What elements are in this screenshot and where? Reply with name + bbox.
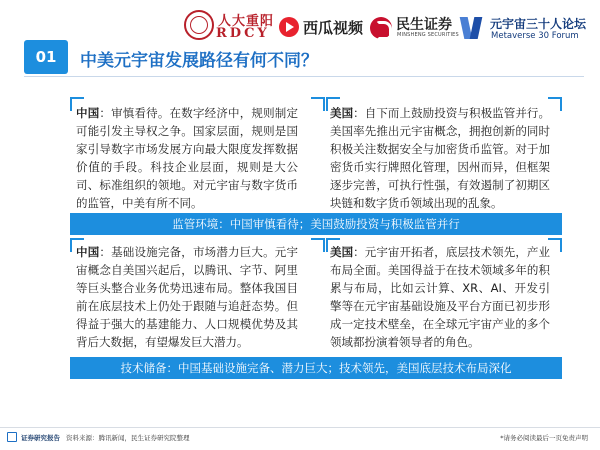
footer-source: 资料来源：腾讯新闻，民生证券研究院整理 bbox=[66, 434, 190, 442]
metaverse-logo-icon bbox=[462, 17, 484, 39]
minsheng-logo-icon bbox=[370, 17, 392, 39]
panel-lead: 中国 bbox=[76, 245, 100, 259]
xigua-logo-text: 西瓜视频 bbox=[303, 19, 364, 37]
metaverse-logo-title: 元宇宙三十人论坛 bbox=[490, 17, 587, 31]
panel-corner bbox=[548, 97, 562, 111]
panel-corner bbox=[311, 238, 325, 252]
rdcy-logo-title: 人大重阳 bbox=[218, 14, 275, 29]
panel-lead: 美国 bbox=[330, 106, 354, 120]
footer-brand: 证券研究报告 bbox=[21, 434, 60, 442]
slide-title: 中美元宇宙发展路径有何不同？ bbox=[80, 51, 318, 71]
panel-body: ：自下而上鼓励投资与积极监管并行。美国率先推出元宇宙概念，拥抱创新的同时积极关注数据安全与加密货币监管。对于加密货币实行牌照化管理，因州而异，但框架逐步完善，可执行性强，有效遏制了初期区块链和数字货币领域出现的乱象。 bbox=[330, 106, 551, 210]
regulation-summary-band: 监管环境：中国审慎看待；美国鼓励投资与积极监管并行 bbox=[70, 213, 562, 235]
logo-bar bbox=[0, 8, 600, 44]
panel-body: ：元宇宙开拓者，底层技术领先，产业布局全面。美国得益于在技术领域多年的积累与布局，比如云计算、XR、AI、开发引擎等在元宇宙基础设施及平台方面已初步形成一定技术壁垒，在全球元宇宙产业的多个领域都扮演着领导者的角色。 bbox=[330, 245, 551, 349]
rdcy-logo-sub: RDCY bbox=[216, 26, 270, 41]
panel-body: ：审慎看待。在数字经济中，规则制定可能引发主导权之争。国家层面，规则是国家引导数字市场发展方向最大限度发挥数据价值的手段。科技企业层面，规则是大公司、标准组织的领地。对元宇宙与数字货币的监管，中美有所不同。 bbox=[76, 106, 298, 210]
us-tech-text bbox=[330, 243, 550, 351]
metaverse-logo-sub: Metaverse 30 Forum bbox=[491, 31, 579, 41]
panel-lead: 美国 bbox=[330, 245, 354, 259]
report-icon bbox=[7, 432, 17, 442]
rdcy-seal-logo bbox=[184, 10, 214, 40]
china-regulation-text bbox=[76, 104, 298, 212]
slide-title-row bbox=[0, 40, 600, 76]
footer-disclaimer: *请务必阅读最后一页免责声明 bbox=[500, 434, 588, 442]
tech-summary-band: 技术储备：中国基础设施完备、潜力巨大；技术领先，美国底层技术布局深化 bbox=[70, 357, 562, 379]
panel-corner bbox=[548, 238, 562, 252]
minsheng-logo-sub: MINSHENG SECURITIES bbox=[397, 32, 459, 38]
panel-body: ：基础设施完备，市场潜力巨大。元宇宙概念自美国兴起后，以腾讯、字节、阿里等巨头整合业务优势迅速布局。整体我国目前在底层技术上仍处于跟随与追赶态势。但得益于强大的基建能力、人口规模优势及其背后大数据，有望爆发巨大潜力。 bbox=[76, 245, 298, 349]
section-number-badge: 01 bbox=[24, 40, 68, 74]
us-regulation-text bbox=[330, 104, 550, 212]
title-divider bbox=[24, 76, 584, 77]
china-tech-text bbox=[76, 243, 298, 351]
panel-lead: 中国 bbox=[76, 106, 100, 120]
minsheng-logo-text: 民生证券 bbox=[396, 17, 452, 33]
panel-corner bbox=[311, 97, 325, 111]
xigua-play-icon bbox=[279, 17, 299, 37]
footer-divider bbox=[0, 427, 600, 428]
